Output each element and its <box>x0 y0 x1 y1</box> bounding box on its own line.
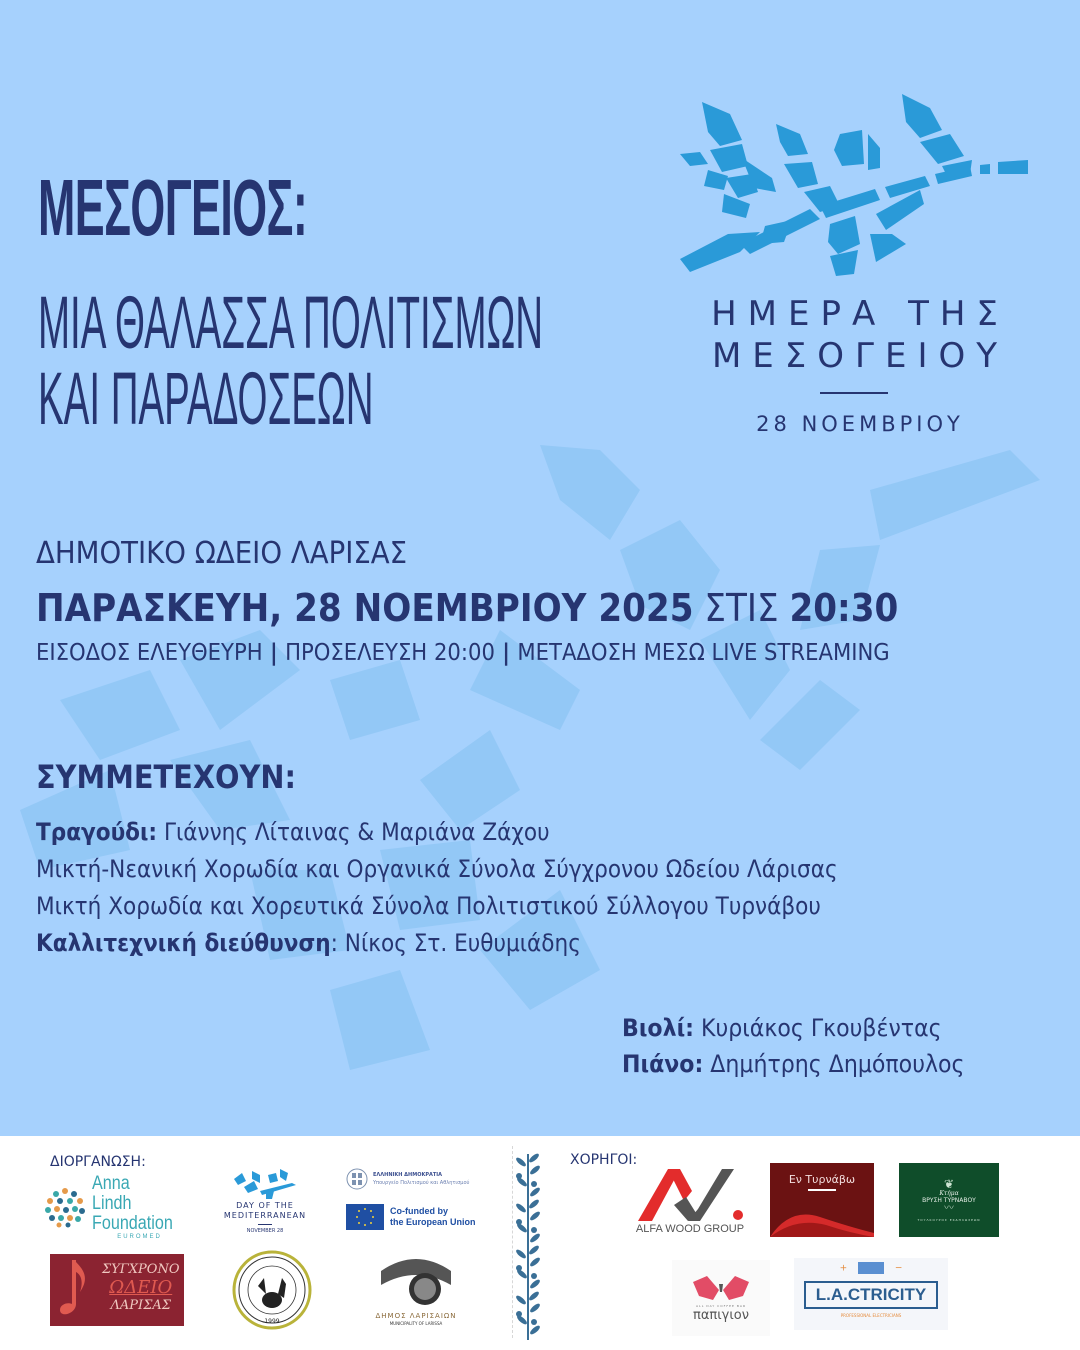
participant-row <box>36 851 838 888</box>
day-med-tag: NOVEMBER 28 <box>246 1227 284 1234</box>
participant-value: : Νίκος Στ. Ευθυμιάδης <box>330 929 581 957</box>
seal-year: 1999 <box>264 1318 280 1325</box>
participant-label: Καλλιτεχνική διεύθυνση <box>36 929 331 957</box>
buildings-icon <box>858 1262 884 1274</box>
greek-ministry-text <box>373 1171 469 1187</box>
info-separator: | <box>494 640 518 666</box>
venue: ΔΗΜΟΤΙΚΟ ΩΔΕΙΟ ΛΑΡΙΣΑΣ <box>36 536 408 571</box>
participant-row <box>36 925 838 962</box>
odeio-text <box>102 1262 180 1314</box>
eu-line2: the European Union <box>390 1217 476 1227</box>
bow-tie-icon <box>691 1274 751 1304</box>
lactricity-top <box>794 1262 948 1274</box>
day-med-rule <box>258 1224 272 1225</box>
event-info <box>36 640 890 666</box>
anna-lindh-line2: Foundation <box>92 1213 173 1234</box>
day-of-mediterranean-logo <box>205 1160 325 1240</box>
info-arrival: ΠΡΟΣΕΛΕΥΣΗ 20:00 <box>285 640 495 666</box>
municipality-larissa-logo <box>356 1244 476 1334</box>
participant-row <box>36 888 838 925</box>
lactricity-name: L.A.CTRICITY <box>804 1281 939 1309</box>
seal-icon <box>232 1250 312 1330</box>
organizers-label: ΔΙΟΡΓΑΝΩΣΗ: <box>50 1154 146 1170</box>
olive-vine-divider-icon <box>508 1146 548 1341</box>
participant-label: Τραγούδι: <box>36 818 158 846</box>
soloist-row <box>622 1046 964 1082</box>
day-med-line1: DAY OF THE <box>236 1200 294 1210</box>
soloists-list <box>622 1010 994 1082</box>
soloist-label: Βιολί: <box>622 1014 695 1042</box>
greek-ministry-logo <box>346 1164 486 1194</box>
minus-icon: − <box>894 1263 903 1274</box>
bridge-icon <box>808 1189 836 1193</box>
plus-icon: + <box>839 1263 848 1274</box>
sponsors-label: ΧΟΡΗΓΟΙ: <box>570 1152 638 1168</box>
odeio-line1: ΣΥΓΧΡΟΝΟ <box>102 1262 180 1277</box>
municipality-line1: ΔΗΜΟΣ ΛΑΡΙΣΑΙΩΝ <box>375 1312 457 1320</box>
participant-value: Μικτή-Νεανική Χορωδία και Οργανικά Σύνολα Σύγχρονου Ωδείου Λάρισας <box>36 855 838 883</box>
info-streaming: ΜΕΤΑΔΟΣΗ ΜΕΣΩ LIVE STREAMING <box>517 640 890 666</box>
event-logo-divider <box>820 392 888 394</box>
page-title: ΜΕΣΟΓΕΙΟΣ: <box>38 163 308 252</box>
en-tyrnavo-logo <box>770 1163 874 1237</box>
red-wave-icon <box>770 1203 874 1237</box>
participants-heading: ΣΥΜΜΕΤΕΧΟΥΝ: <box>36 758 297 796</box>
anna-lindh-text <box>92 1174 187 1240</box>
soloist-label: Πιάνο: <box>622 1050 704 1078</box>
vrysi-top: Κτήμα <box>939 1190 959 1197</box>
odeio-line2: ΩΔΕΙΟ <box>109 1277 173 1298</box>
en-tyrnavo-name: Εν Τυρνάβω <box>788 1173 856 1186</box>
ministry-line1: ΕΛΛΗΝΙΚΗ ΔΗΜΟΚΡΑΤΙΑ <box>373 1172 443 1178</box>
event-logo-line-2: ΜΕΣΟΓΕΙΟΥ <box>711 336 1009 376</box>
event-date-at: ΣΤΙΣ <box>693 586 790 630</box>
event-logo-date: 28 ΝΟΕΜΒΡΙΟΥ <box>756 412 964 436</box>
event-logo-line-1: ΗΜΕΡΑ ΤΗΣ <box>711 294 1009 334</box>
synchrono-odeio-logo <box>50 1254 184 1326</box>
participant-value: Γιάννης Λίταινας & Μαριάνα Ζάχου <box>157 818 550 846</box>
odeio-line3: ΛΑΡΙΣΑΣ <box>110 1298 171 1313</box>
participant-row <box>36 814 838 851</box>
subtitle-line-2: ΚΑΙ ΠΑΡΑΔΟΣΕΩΝ <box>38 357 374 440</box>
alfa-wood-group-logo <box>628 1162 752 1238</box>
alfa-wood-name: ALFA WOOD GROUP <box>635 1223 745 1235</box>
alfa-wood-mark-icon <box>634 1165 746 1223</box>
anna-lindh-line1: Anna Lindh <box>92 1173 132 1214</box>
subtitle-line-1: ΜΙΑ ΘΑΛΑΣΣΑ ΠΟΛΙΤΙΣΜΩΝ <box>38 281 544 364</box>
eu-line1: Co-funded by <box>390 1206 448 1216</box>
olive-branch-small-icon <box>230 1167 300 1201</box>
papigion-tag: ALL DAY COFFEE BAR <box>695 1303 747 1308</box>
eu-cofunded-logo <box>346 1204 486 1230</box>
soloist-value: Κυριάκος Γκουβέντας <box>694 1014 942 1042</box>
olive-branch-icon <box>680 94 1030 279</box>
info-separator: | <box>262 640 286 666</box>
eu-text <box>390 1206 476 1228</box>
event-date <box>36 586 898 630</box>
day-med-line2: MEDITERRANEAN <box>223 1210 307 1220</box>
eu-flag-icon <box>346 1204 384 1230</box>
participant-value: Μικτή Χορωδία και Χορευτικά Σύνολα Πολιτιστικού Σύλλογου Τυρνάβου <box>36 892 821 920</box>
anna-lindh-tag: EUROMED <box>117 1234 162 1240</box>
soloist-value: Δημήτρης Δημόπουλος <box>703 1050 965 1078</box>
vrysi-tag: ΤΟΥΛΚΟΥΡΟΣ ΕΚΔΗΛΩΣΕΩΝ <box>917 1218 981 1222</box>
footer-logos <box>0 1136 1080 1350</box>
papigion-logo <box>672 1260 770 1336</box>
ornament-bottom-icon: 〰 <box>944 1203 954 1214</box>
anna-lindh-logo <box>44 1173 184 1240</box>
event-date-day: ΠΑΡΑΣΚΕΥΗ, 28 ΝΟΕΜΒΡΙΟΥ 2025 <box>36 586 694 630</box>
participants-list <box>36 814 927 962</box>
ornament-top-icon: ❦ <box>943 1177 955 1191</box>
ministry-line2: Υπουργείο Πολιτισμού και Αθλητισμού <box>373 1180 470 1186</box>
tyrnavos-cultural-club-logo <box>230 1248 314 1332</box>
coin-arch-icon <box>371 1251 461 1311</box>
greek-emblem-icon <box>346 1167 368 1191</box>
municipality-line2: MUNICIPALITY OF LARISSA <box>389 1321 443 1326</box>
event-time: 20:30 <box>789 586 899 630</box>
vrysi-tyrnavou-logo <box>899 1163 999 1237</box>
soloist-row <box>622 1010 964 1046</box>
vrysi-name: ΒΡΥΣΗ ΤΥΡΝΑΒΟΥ <box>922 1197 976 1204</box>
lactricity-logo <box>794 1258 948 1330</box>
lactricity-tag: PROFESSIONAL ELECTRICIANS <box>840 1312 902 1318</box>
music-note-icon <box>56 1258 90 1322</box>
papigion-name: παπιγιον <box>693 1307 749 1323</box>
dots-globe-icon <box>44 1186 86 1228</box>
info-entry-free: ΕΙΣΟΔΟΣ ΕΛΕΥΘΕΥΡΗ <box>36 640 263 666</box>
